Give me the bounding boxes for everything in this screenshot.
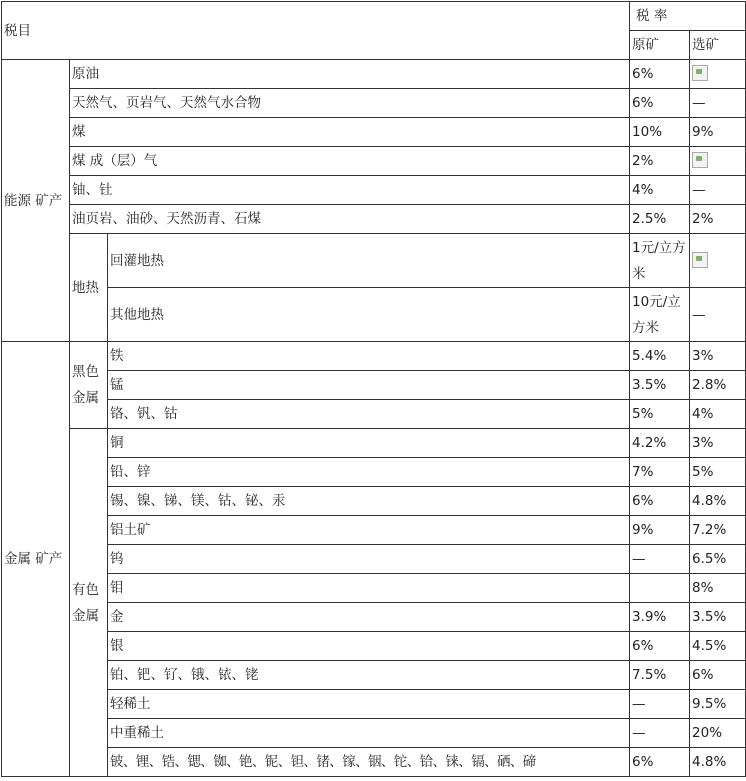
raw-rate: 2.5% <box>630 205 690 234</box>
mineral-name: 银 <box>108 632 630 661</box>
processed-rate: 4.8% <box>690 748 746 777</box>
raw-rate: 6% <box>630 487 690 516</box>
processed-rate: 5% <box>690 458 746 487</box>
mineral-name: 煤 <box>70 118 630 147</box>
raw-rate: — <box>630 719 690 748</box>
mineral-name: 天然气、页岩气、天然气水合物 <box>70 89 630 118</box>
raw-rate: 10% <box>630 118 690 147</box>
mineral-name: 铍、锂、锆、锶、铷、铯、铌、钽、锗、镓、铟、铊、铪、铼、镉、硒、碲 <box>108 748 630 777</box>
mineral-name: 钨 <box>108 545 630 574</box>
mineral-name: 铁 <box>108 342 630 371</box>
category-energy: 能源 矿产 <box>2 60 70 342</box>
category-metal: 金属 矿产 <box>2 342 70 777</box>
processed-rate: 6.5% <box>690 545 746 574</box>
header-processed-ore: 选矿 <box>690 31 746 60</box>
raw-rate: 6% <box>630 748 690 777</box>
processed-rate <box>690 60 746 89</box>
mineral-tax-table <box>1 1 746 777</box>
processed-rate: 4.5% <box>690 632 746 661</box>
raw-rate: 6% <box>630 632 690 661</box>
processed-rate: 2% <box>690 205 746 234</box>
mineral-name: 油页岩、油砂、天然沥青、石煤 <box>70 205 630 234</box>
raw-rate: 10元/立方米 <box>630 288 690 342</box>
processed-rate: 20% <box>690 719 746 748</box>
raw-rate: 6% <box>630 89 690 118</box>
processed-rate: 6% <box>690 661 746 690</box>
processed-rate: 9.5% <box>690 690 746 719</box>
subcategory-ferrous: 黑色金属 <box>70 342 108 429</box>
header-tax-item: 税目 <box>2 2 630 60</box>
processed-rate: 4.8% <box>690 487 746 516</box>
mineral-name: 铬、钒、钴 <box>108 400 630 429</box>
mineral-name: 铅、锌 <box>108 458 630 487</box>
mineral-name: 煤 成（层）气 <box>70 147 630 176</box>
raw-rate: 3.9% <box>630 603 690 632</box>
raw-rate: 4.2% <box>630 429 690 458</box>
mineral-name: 锰 <box>108 371 630 400</box>
raw-rate: 6% <box>630 60 690 89</box>
mineral-name: 回灌地热 <box>108 234 630 288</box>
subcategory-nonferrous: 有色金属 <box>70 429 108 777</box>
broken-image-icon <box>692 252 708 268</box>
mineral-name: 铂、钯、钌、锇、铱、铑 <box>108 661 630 690</box>
processed-rate: 3% <box>690 429 746 458</box>
processed-rate: 3.5% <box>690 603 746 632</box>
processed-rate: 3% <box>690 342 746 371</box>
broken-image-icon <box>692 65 708 81</box>
mineral-name: 钼 <box>108 574 630 603</box>
subcategory-geothermal: 地热 <box>70 234 108 342</box>
raw-rate <box>630 574 690 603</box>
header-tax-rate: 税 率 <box>630 2 746 31</box>
mineral-name: 铜 <box>108 429 630 458</box>
raw-rate: 7% <box>630 458 690 487</box>
raw-rate: 3.5% <box>630 371 690 400</box>
raw-rate: 4% <box>630 176 690 205</box>
processed-rate: — <box>690 288 746 342</box>
mineral-name: 原油 <box>70 60 630 89</box>
mineral-name: 铀、钍 <box>70 176 630 205</box>
processed-rate <box>690 147 746 176</box>
mineral-name: 金 <box>108 603 630 632</box>
mineral-name: 锡、镍、锑、镁、钴、铋、汞 <box>108 487 630 516</box>
mineral-name: 中重稀土 <box>108 719 630 748</box>
mineral-name: 其他地热 <box>108 288 630 342</box>
header-raw-ore: 原矿 <box>630 31 690 60</box>
broken-image-icon <box>692 152 708 168</box>
processed-rate <box>690 234 746 288</box>
raw-rate: 9% <box>630 516 690 545</box>
raw-rate: 1元/立方米 <box>630 234 690 288</box>
mineral-name: 铝土矿 <box>108 516 630 545</box>
processed-rate: 9% <box>690 118 746 147</box>
raw-rate: 7.5% <box>630 661 690 690</box>
raw-rate: 5% <box>630 400 690 429</box>
raw-rate: — <box>630 690 690 719</box>
raw-rate: 5.4% <box>630 342 690 371</box>
mineral-name: 轻稀土 <box>108 690 630 719</box>
processed-rate: 8% <box>690 574 746 603</box>
processed-rate: 7.2% <box>690 516 746 545</box>
raw-rate: — <box>630 545 690 574</box>
raw-rate: 2% <box>630 147 690 176</box>
processed-rate: 4% <box>690 400 746 429</box>
processed-rate: — <box>690 176 746 205</box>
processed-rate: — <box>690 89 746 118</box>
processed-rate: 2.8% <box>690 371 746 400</box>
